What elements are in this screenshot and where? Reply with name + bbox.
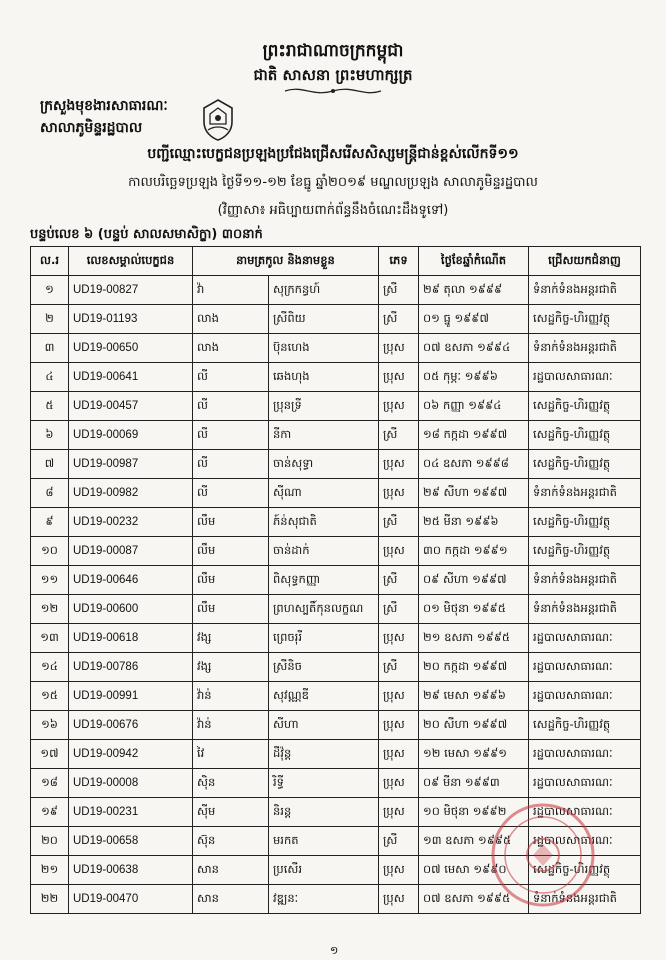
cell-major: រដ្ឋបាលសាធារណៈ (529, 827, 641, 856)
cell-major: សេដ្ឋកិច្ច-ហិរញ្ញវត្ថុ (529, 305, 641, 334)
table-row (31, 827, 641, 856)
cell-row-number: ៧ (31, 450, 69, 479)
cell-major: ទំនាក់ទំនងអន្តរជាតិ (529, 334, 641, 363)
cell-row-number: ៥ (31, 392, 69, 421)
cell-candidate-id: UD19-00942 (69, 740, 193, 769)
cell-given-name: ប្រុនទ្រី (269, 392, 379, 421)
cell-major: រដ្ឋបាលសាធារណៈ (529, 624, 641, 653)
cell-given-name: ស៊ីណា (269, 479, 379, 508)
cell-date-of-birth: ០៤ ឧសភា ១៩៩៨ (419, 450, 529, 479)
cell-date-of-birth: ០៧ មេសា ១៩៩០ (419, 856, 529, 885)
cell-major: រដ្ឋបាលសាធារណៈ (529, 798, 641, 827)
cell-sex: ស្រី (379, 653, 419, 682)
cell-sex: ស្រី (379, 827, 419, 856)
column-header-id: លេខសម្គាល់បេក្ខជន (69, 247, 193, 276)
ministry-name: ក្រសួងមុខងារសាធារណៈ (40, 98, 168, 114)
table-row (31, 305, 641, 334)
cell-row-number: ២ (31, 305, 69, 334)
cell-family-name: លឹម (193, 508, 269, 537)
cell-candidate-id: UD19-00646 (69, 566, 193, 595)
cell-given-name: ភ៍ន់សុជាតិ (269, 508, 379, 537)
cell-sex: ស្រី (379, 566, 419, 595)
school-emblem-icon (196, 98, 240, 142)
cell-row-number: ១៧ (31, 740, 69, 769)
cell-major: សេដ្ឋកិច្ច-ហិរញ្ញវត្ថុ (529, 450, 641, 479)
cell-sex: ប្រុស (379, 682, 419, 711)
cell-given-name: ឆេងហុង (269, 363, 379, 392)
document-title: បញ្ជីឈ្មោះបេក្ខជនប្រឡងប្រជែងជ្រើសរើសសិស្សមន្ត្រីជាន់ខ្ពស់លើកទី១១ (147, 146, 519, 162)
cell-row-number: ៦ (31, 421, 69, 450)
cell-given-name: វឌ្ឍនៈ (269, 885, 379, 914)
table-row (31, 508, 641, 537)
table-row (31, 363, 641, 392)
cell-family-name: លឹម (193, 595, 269, 624)
column-header-no: ល.រ (31, 247, 69, 276)
cell-sex: ស្រី (379, 305, 419, 334)
column-header-dob: ថ្ងៃខែឆ្នាំកំណើត (419, 247, 529, 276)
cell-given-name: ដីវ៉ុន្ត (269, 740, 379, 769)
cell-candidate-id: UD19-00650 (69, 334, 193, 363)
table-row (31, 798, 641, 827)
table-row (31, 682, 641, 711)
cell-candidate-id: UD19-00231 (69, 798, 193, 827)
cell-family-name: សាន (193, 885, 269, 914)
cell-date-of-birth: ២៩ សីហា ១៩៩៧ (419, 479, 529, 508)
cell-date-of-birth: ២០ កក្កដា ១៩៩៧ (419, 653, 529, 682)
cell-date-of-birth: ០៩ សីហា ១៩៩៧ (419, 566, 529, 595)
column-header-major: ជ្រើសយកជំនាញ (529, 247, 641, 276)
cell-sex: ប្រុស (379, 769, 419, 798)
cell-candidate-id: UD19-01193 (69, 305, 193, 334)
cell-row-number: ៣ (31, 334, 69, 363)
cell-given-name: មរកត (269, 827, 379, 856)
cell-date-of-birth: ០១ មិថុនា ១៩៩៥ (419, 595, 529, 624)
cell-candidate-id: UD19-00069 (69, 421, 193, 450)
table-row (31, 740, 641, 769)
table-row (31, 334, 641, 363)
cell-candidate-id: UD19-00600 (69, 595, 193, 624)
column-header-name: នាមត្រកូល និងនាមខ្លួន (193, 247, 379, 276)
cell-candidate-id: UD19-00982 (69, 479, 193, 508)
cell-major: រដ្ឋបាលសាធារណៈ (529, 769, 641, 798)
cell-candidate-id: UD19-00786 (69, 653, 193, 682)
table-row (31, 392, 641, 421)
cell-candidate-id: UD19-00676 (69, 711, 193, 740)
table-row (31, 595, 641, 624)
cell-row-number: ៨ (31, 479, 69, 508)
cell-candidate-id: UD19-00641 (69, 363, 193, 392)
cell-sex: ស្រី (379, 276, 419, 305)
cell-major: សេដ្ឋកិច្ច-ហិរញ្ញវត្ថុ (529, 421, 641, 450)
table-row (31, 856, 641, 885)
cell-row-number: ១៨ (31, 769, 69, 798)
cell-candidate-id: UD19-00087 (69, 537, 193, 566)
cell-candidate-id: UD19-00232 (69, 508, 193, 537)
cell-given-name: ចាន់ដាក់ (269, 537, 379, 566)
cell-given-name: សុក្រកន្ធហ៍ (269, 276, 379, 305)
cell-candidate-id: UD19-00991 (69, 682, 193, 711)
table-row (31, 276, 641, 305)
cell-family-name: ស៊ិន (193, 769, 269, 798)
cell-family-name: វៃ (193, 740, 269, 769)
cell-date-of-birth: ០៥ កុម្ភៈ ១៩៩៦ (419, 363, 529, 392)
candidate-table (30, 246, 641, 914)
table-body (31, 276, 641, 914)
cell-family-name: លី (193, 450, 269, 479)
cell-date-of-birth: ០១ ធ្នូ ១៩៩៧ (419, 305, 529, 334)
cell-given-name: សុវណ្ណឌី (269, 682, 379, 711)
cell-row-number: ២១ (31, 856, 69, 885)
cell-row-number: ១១ (31, 566, 69, 595)
cell-sex: ប្រុស (379, 479, 419, 508)
cell-major: សេដ្ឋកិច្ច-ហិរញ្ញវត្ថុ (529, 392, 641, 421)
table-row (31, 624, 641, 653)
cell-date-of-birth: ២៩ មេសា ១៩៩៦ (419, 682, 529, 711)
cell-family-name: សាន (193, 856, 269, 885)
cell-row-number: ១៣ (31, 624, 69, 653)
cell-date-of-birth: ២៩ តុលា ១៩៩៩ (419, 276, 529, 305)
cell-date-of-birth: ០៦ កញ្ញា ១៩៩៤ (419, 392, 529, 421)
column-header-sex: ភេទ (379, 247, 419, 276)
cell-row-number: ១៦ (31, 711, 69, 740)
cell-sex: ប្រុស (379, 363, 419, 392)
cell-given-name: ស្រីពិយ (269, 305, 379, 334)
cell-sex: ស្រី (379, 595, 419, 624)
cell-family-name: វង្ស (193, 624, 269, 653)
cell-sex: ប្រុស (379, 798, 419, 827)
cell-given-name: ព្រហស្បតិ៍កុនលក្ខណ (269, 595, 379, 624)
cell-major: សេដ្ឋកិច្ច-ហិរញ្ញវត្ថុ (529, 508, 641, 537)
cell-family-name: វ៉ាន់ (193, 682, 269, 711)
cell-major: ទំនាក់ទំនងអន្តរជាតិ (529, 479, 641, 508)
cell-given-name: សីហា (269, 711, 379, 740)
cell-date-of-birth: ១៨ កក្កដា ១៩៩៧ (419, 421, 529, 450)
cell-family-name: វ៉ា (193, 276, 269, 305)
ornament-divider-icon (283, 85, 383, 97)
table-row (31, 479, 641, 508)
cell-candidate-id: UD19-00827 (69, 276, 193, 305)
table-row (31, 421, 641, 450)
cell-family-name: លី (193, 392, 269, 421)
cell-given-name: ប្រសើរ (269, 856, 379, 885)
cell-major: រដ្ឋបាលសាធារណៈ (529, 363, 641, 392)
kingdom-heading: ព្រះរាជាណាចក្រកម្ពុជា (262, 41, 404, 61)
cell-date-of-birth: ៣០ កក្កដា ១៩៩១ (419, 537, 529, 566)
cell-sex: ស្រី (379, 421, 419, 450)
cell-family-name: លឹម (193, 537, 269, 566)
table-row (31, 711, 641, 740)
cell-date-of-birth: ២៥ មីនា ១៩៩៦ (419, 508, 529, 537)
cell-major: រដ្ឋបាលសាធារណៈ (529, 653, 641, 682)
cell-row-number: ២២ (31, 885, 69, 914)
cell-date-of-birth: ២០ សីហា ១៩៩៧ (419, 711, 529, 740)
cell-sex: ប្រុស (379, 392, 419, 421)
cell-sex: ប្រុស (379, 885, 419, 914)
cell-row-number: ១៥ (31, 682, 69, 711)
cell-candidate-id: UD19-00008 (69, 769, 193, 798)
cell-major: ទំនាក់ទំនងអន្តរជាតិ (529, 885, 641, 914)
cell-date-of-birth: ០៧ ឧសភា ១៩៩៥ (419, 885, 529, 914)
cell-sex: ស្រី (379, 508, 419, 537)
table-row (31, 450, 641, 479)
cell-candidate-id: UD19-00987 (69, 450, 193, 479)
cell-family-name: ស៊ីម (193, 798, 269, 827)
cell-major: រដ្ឋបាលសាធារណៈ (529, 740, 641, 769)
cell-sex: ប្រុស (379, 740, 419, 769)
cell-given-name: រិទ្ធី (269, 769, 379, 798)
exam-subject: (វិញ្ញាសា៖ អធិប្បាយពាក់ព័ន្ធនឹងចំណេះដឹងទូទៅ) (217, 203, 449, 218)
cell-date-of-birth: ១០ មិថុនា ១៩៩២ (419, 798, 529, 827)
cell-row-number: ១៤ (31, 653, 69, 682)
table-row (31, 769, 641, 798)
cell-major: ទំនាក់ទំនងអន្តរជាតិ (529, 595, 641, 624)
room-info: បន្ទប់លេខ ៦ (បន្ទប់ សាលសមាសិក្ខា) ៣០នាក់ (30, 227, 263, 242)
table-header-row (31, 247, 641, 276)
cell-row-number: ២០ (31, 827, 69, 856)
cell-row-number: ១០ (31, 537, 69, 566)
cell-date-of-birth: ០៧ ឧសភា ១៩៩៤ (419, 334, 529, 363)
table-row (31, 537, 641, 566)
cell-major: សេដ្ឋកិច្ច-ហិរញ្ញវត្ថុ (529, 711, 641, 740)
cell-given-name: និរន្ត (269, 798, 379, 827)
cell-family-name: លី (193, 363, 269, 392)
cell-candidate-id: UD19-00457 (69, 392, 193, 421)
cell-major: សេដ្ឋកិច្ច-ហិរញ្ញវត្ថុ (529, 856, 641, 885)
cell-date-of-birth: ១២ មេសា ១៩៩១ (419, 740, 529, 769)
cell-candidate-id: UD19-00658 (69, 827, 193, 856)
table-row (31, 566, 641, 595)
cell-major: ទំនាក់ទំនងអន្តរជាតិ (529, 276, 641, 305)
school-name: សាលាភូមិន្ទរដ្ឋបាល (40, 120, 143, 136)
cell-date-of-birth: ១៣ ឧសភា ១៩៩៥ (419, 827, 529, 856)
cell-sex: ប្រុស (379, 450, 419, 479)
cell-candidate-id: UD19-00470 (69, 885, 193, 914)
cell-family-name: លាង (193, 334, 269, 363)
cell-major: រដ្ឋបាលសាធារណៈ (529, 682, 641, 711)
exam-date-location: កាលបរិច្ឆេទប្រឡង ថ្ងៃទី១១-១២ ខែធ្នូ ឆ្នាំ២០១៩ មណ្ឌលប្រឡង សាលាភូមិន្ទរដ្ឋបាល (128, 175, 538, 190)
cell-major: ទំនាក់ទំនងអន្តរជាតិ (529, 566, 641, 595)
cell-given-name: ព្រេចរុរី (269, 624, 379, 653)
page-number: ១ (330, 944, 339, 957)
cell-family-name: លី (193, 479, 269, 508)
cell-date-of-birth: ២១ ឧសភា ១៩៩៥ (419, 624, 529, 653)
cell-given-name: នីកា (269, 421, 379, 450)
table-row (31, 653, 641, 682)
cell-sex: ប្រុស (379, 711, 419, 740)
cell-sex: ប្រុស (379, 537, 419, 566)
cell-row-number: ១៩ (31, 798, 69, 827)
cell-sex: ប្រុស (379, 856, 419, 885)
cell-given-name: ចាន់សុទ្ធា (269, 450, 379, 479)
cell-given-name: ប៊ុនហេង (269, 334, 379, 363)
cell-family-name: លី (193, 421, 269, 450)
cell-row-number: ១ (31, 276, 69, 305)
cell-given-name: ពិសុទ្ធកញ្ញា (269, 566, 379, 595)
cell-row-number: ១២ (31, 595, 69, 624)
cell-family-name: លាង (193, 305, 269, 334)
cell-family-name: វង្ស (193, 653, 269, 682)
cell-row-number: ៩ (31, 508, 69, 537)
motto-heading: ជាតិ សាសនា ព្រះមហាក្សត្រ (253, 66, 413, 84)
cell-family-name: ស៊ុន (193, 827, 269, 856)
cell-row-number: ៤ (31, 363, 69, 392)
cell-sex: ប្រុស (379, 334, 419, 363)
cell-given-name: ស្រីនិច (269, 653, 379, 682)
table-row (31, 885, 641, 914)
cell-sex: ប្រុស (379, 624, 419, 653)
cell-date-of-birth: ០៩ មីនា ១៩៩៣ (419, 769, 529, 798)
cell-family-name: លឹម (193, 566, 269, 595)
cell-candidate-id: UD19-00618 (69, 624, 193, 653)
cell-family-name: វ៉ាន់ (193, 711, 269, 740)
cell-major: សេដ្ឋកិច្ច-ហិរញ្ញវត្ថុ (529, 537, 641, 566)
cell-candidate-id: UD19-00638 (69, 856, 193, 885)
